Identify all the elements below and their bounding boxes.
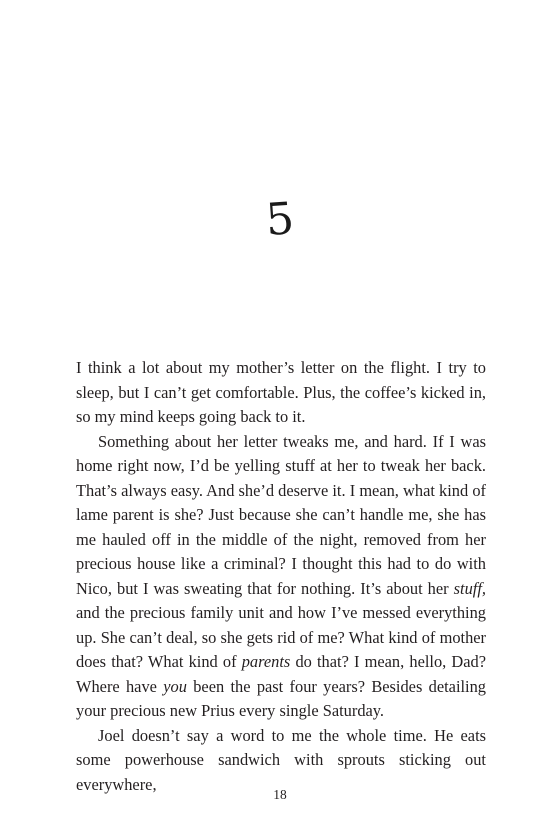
paragraph-2-text: and the precious family unit and how I’ve messed everything up. She can’t deal, so she gets rid of me? What kind of mother does that? What kind of [76, 603, 486, 671]
paragraph-2-text: Something about her letter tweaks me, and hard. If I was home right now, I’d be yelling stuff at her to tweak her back. That’s always easy. And she’d deserve it. I mean, what kind of lame parent is she? Just because she can’t handle me, she has me hauled off in the middle of the night, removed from her precious house like a criminal? I thought this had to do with Nico, but I was sweating that for nothing. It’s about her [76, 431, 486, 598]
chapter-number: 5 [264, 193, 296, 246]
paragraph-2-text: been the past four years? Besides detailing your precious new Prius every single Saturday. [76, 676, 486, 720]
emphasis-parents: parents [241, 652, 291, 671]
paragraph-1: I think a lot about my mother’s letter on the flight. I try to sleep, but I can’t get comfortable. Plus, the coffee’s kicked in, so my mind keeps going back to it. [76, 358, 486, 426]
emphasis-you: you [163, 676, 187, 696]
paragraph-2-text: do that? I mean, hello, Dad? Where have [76, 652, 486, 696]
paragraph-3: Joel doesn’t say a word to me the whole time. He eats some powerhouse sandwich with sprouts sticking out everywhere, [76, 725, 486, 794]
paragraph-2 [76, 430, 486, 724]
body-text [76, 356, 486, 797]
emphasis-stuff: stuff, [453, 578, 486, 598]
page-number: 18 [273, 787, 287, 802]
